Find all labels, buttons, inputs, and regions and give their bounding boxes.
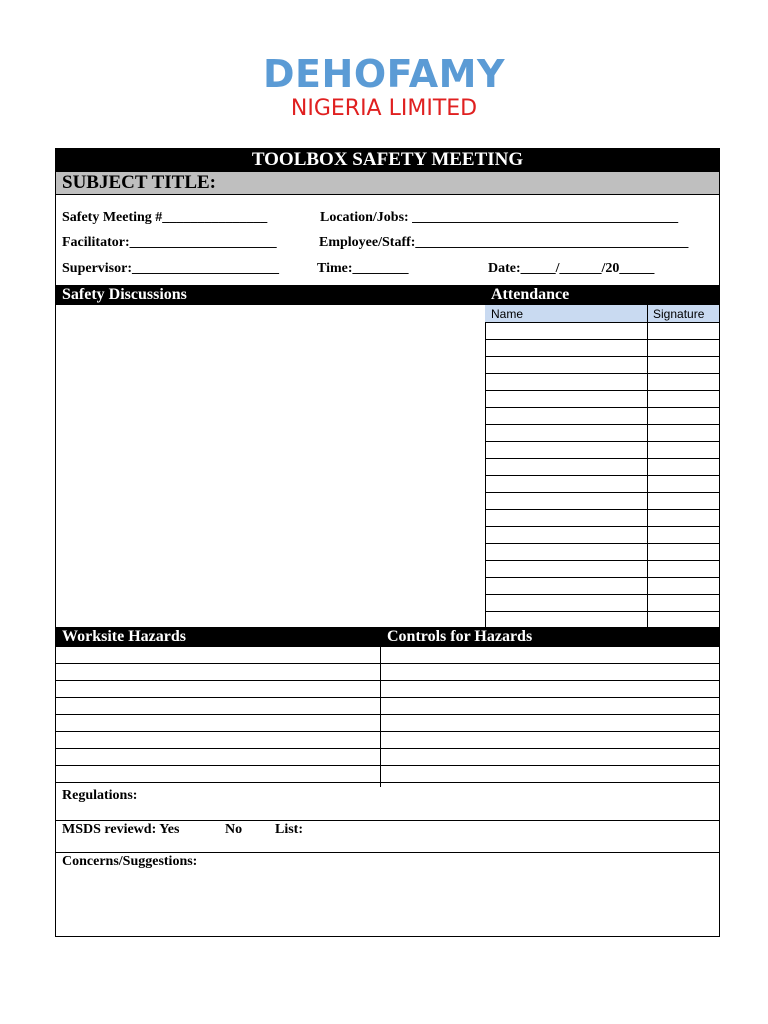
msds-no-label[interactable]: No [225, 822, 243, 837]
attendance-row[interactable] [485, 323, 719, 340]
attendance-row[interactable] [485, 340, 719, 357]
attendance-row[interactable] [485, 374, 719, 391]
msds-row [56, 821, 719, 853]
signature-column-header: Signature [653, 307, 705, 321]
hazard-row[interactable] [56, 647, 719, 664]
attendance-row[interactable] [485, 578, 719, 595]
attendance-row[interactable] [485, 561, 719, 578]
attendance-row[interactable] [485, 459, 719, 476]
concerns-field[interactable] [56, 853, 719, 937]
safety-discussions-header: Safety Discussions [56, 285, 485, 305]
hazard-row[interactable] [56, 766, 719, 783]
hazard-row[interactable] [56, 664, 719, 681]
msds-list-label: List: [275, 822, 303, 837]
attendance-header: Attendance [485, 285, 719, 305]
attendance-row[interactable] [485, 527, 719, 544]
attendance-header-row [485, 305, 719, 323]
hazards-column-divider [380, 647, 381, 787]
company-name: DEHOFAMY [263, 52, 505, 96]
regulations-label: Regulations: [62, 788, 138, 803]
hazard-row[interactable] [56, 681, 719, 698]
controls-header: Controls for Hazards [381, 627, 719, 647]
regulations-field[interactable] [56, 787, 719, 821]
supervisor-field: Supervisor:_____________________ [62, 261, 279, 276]
facilitator-field: Facilitator:_____________________ [62, 235, 277, 250]
company-subtitle: NIGERIA LIMITED [290, 96, 478, 121]
subject-title-label: SUBJECT TITLE: [56, 171, 719, 195]
safety-discussions-area[interactable] [56, 305, 485, 627]
form-title: TOOLBOX SAFETY MEETING [56, 149, 719, 171]
attendance-row[interactable] [485, 595, 719, 612]
location-field: Location/Jobs: ______________________________________ [320, 210, 679, 225]
attendance-row[interactable] [485, 442, 719, 459]
attendance-row[interactable] [485, 391, 719, 408]
attendance-row[interactable] [485, 510, 719, 527]
date-field: Date:_____/______/20_____ [488, 261, 655, 276]
attendance-row[interactable] [485, 357, 719, 374]
hazard-row[interactable] [56, 698, 719, 715]
time-field: Time:________ [317, 261, 409, 276]
hazard-row[interactable] [56, 732, 719, 749]
msds-yes-label[interactable]: MSDS reviewd: Yes [62, 822, 180, 837]
name-column-header: Name [491, 307, 524, 321]
hazard-row[interactable] [56, 715, 719, 732]
worksite-hazards-header: Worksite Hazards [56, 627, 381, 647]
attendance-row[interactable] [485, 408, 719, 425]
toolbox-form [55, 148, 720, 937]
hazard-row[interactable] [56, 749, 719, 766]
attendance-row[interactable] [485, 425, 719, 442]
employee-field: Employee/Staff:_______________________________________ [319, 235, 689, 250]
attendance-row[interactable] [485, 476, 719, 493]
concerns-label: Concerns/Suggestions: [62, 854, 198, 869]
attendance-row[interactable] [485, 544, 719, 561]
attendance-row[interactable] [485, 493, 719, 510]
safety-meeting-field: Safety Meeting #_______________ [62, 210, 268, 225]
